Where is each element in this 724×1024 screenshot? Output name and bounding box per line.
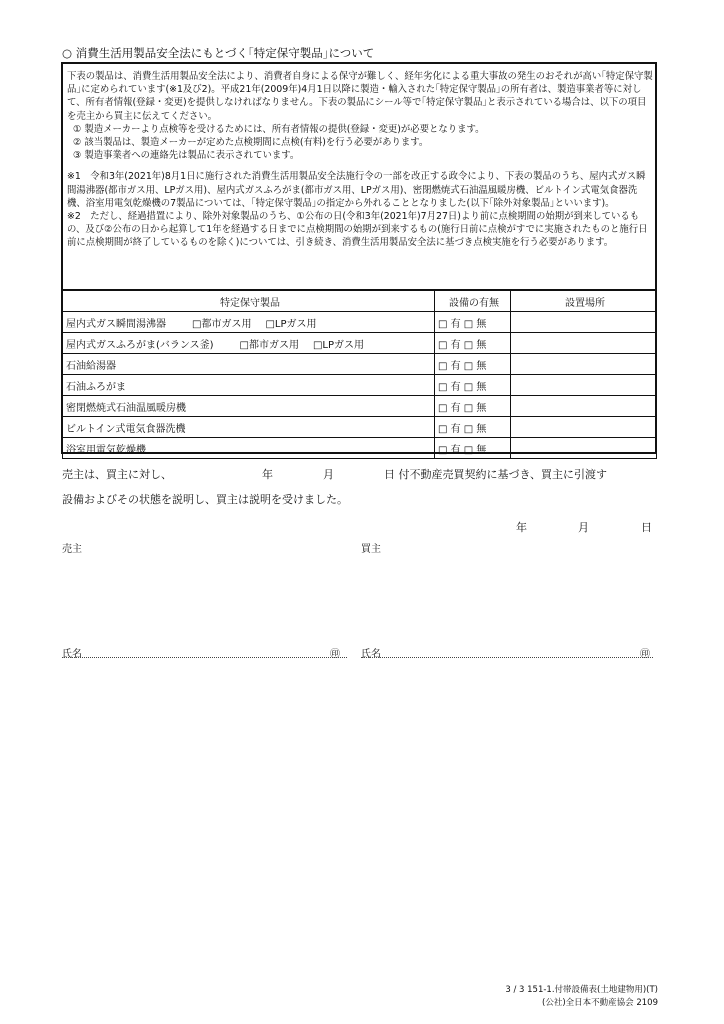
gas-lp-checkbox[interactable]: □LPガス用 (312, 339, 365, 351)
product-name: 屋内式ガス瞬間湯沸器 (66, 318, 166, 330)
existence-checkbox[interactable]: □ 有 □ 無 (435, 438, 511, 459)
intro-paragraph: 下表の製品は、消費生活用製品安全法により、消費者自身による保守が難しく、経年劣化による重大事故の発生のおそれが高い｢特定保守製品｣に定められています(※1及び2)。平成21年(2009年)4月1日以降に製造・輸入された｢特定保守製品｣の所有者は、製造事業者等に対して、所有者情報(登録・変更)を提供しなければなりません。下表の製品にシール等で｢特定保守製品｣と表示されている場合は、以下の項目を売主から買主に伝えてください。 (67, 71, 653, 122)
existence-checkbox[interactable]: □ 有 □ 無 (435, 312, 511, 333)
buyer-label: 買主 (361, 544, 381, 555)
sign-date-month: 月 (578, 521, 589, 534)
statement-year: 年 (262, 468, 273, 481)
buyer-name-label: 氏名 (361, 649, 381, 660)
location-cell[interactable] (511, 354, 657, 375)
existence-checkbox[interactable]: □ 有 □ 無 (435, 354, 511, 375)
location-cell[interactable] (511, 438, 657, 459)
table-row (63, 417, 657, 438)
seller-label: 売主 (62, 544, 82, 555)
note-1: ※1 令和3年(2021年)8月1日に施行された消費生活用製品安全法施行令の一部を改正する政令により、下表の製品のうち、屋内式ガス瞬間湯沸器(都市ガス用、LPガス用)、屋内式ガスふろがま(都市ガス用、LPガス用)、密閉燃焼式石油温風暖房機、ビルトイン式電気食器洗機、浴室用電気乾燥機の7製品については、｢特定保守製品｣の指定から外れることとなりました(以下｢除外対象製品｣といいます)。 (67, 171, 646, 209)
product-name: 密閉燃焼式石油温風暖房機 (63, 396, 435, 417)
product-name: 浴室用電気乾燥機 (63, 438, 435, 459)
table-row (63, 375, 657, 396)
section-title: ○ 消費生活用製品安全法にもとづく｢特定保守製品｣について (62, 46, 375, 60)
seller-seal: ㊞ (330, 649, 340, 660)
table-row (63, 312, 657, 333)
note-2: ※2 ただし、経過措置により、除外対象製品のうち、①公布の日(令和3年(2021年)7月27日)より前に点検期間の始期が到来しているもの、及び②公布の日から起算して1年を経過する日までに点検期間の始期が到来するもの(施行日前に点検がすでに実施されたものと施行日前に点検期間が終了しているものを除く)については、引き続き、消費生活用製品安全法に基づき点検実施を行う必要があります。 (67, 211, 648, 249)
product-name: 屋内式ガスふろがま(バランス釜) (66, 339, 214, 351)
seller-signature-line[interactable] (62, 657, 347, 658)
gas-lp-checkbox[interactable]: □LPガス用 (265, 318, 317, 330)
intro-item-3: ③ 製造事業者への連絡先は製品に表示されています。 (73, 150, 300, 162)
product-name: 石油給湯器 (63, 354, 435, 375)
buyer-seal: ㊞ (640, 649, 650, 660)
gas-city-checkbox[interactable]: □都市ガス用 (192, 318, 252, 330)
location-cell[interactable] (511, 396, 657, 417)
statement-day: 日 (384, 468, 395, 481)
intro-text (67, 70, 653, 250)
intro-item-2: ② 該当製品は、製造メーカーが定めた点検期間に点検(有料)を行う必要があります。 (73, 137, 429, 149)
sign-date-day: 日 (641, 521, 652, 534)
product-table (62, 289, 657, 459)
footer-publisher: (公社)全日本不動産協会 2109 (542, 998, 658, 1008)
existence-checkbox[interactable]: □ 有 □ 無 (435, 396, 511, 417)
existence-checkbox[interactable]: □ 有 □ 無 (435, 417, 511, 438)
header-location: 設置場所 (511, 290, 657, 312)
table-row (63, 396, 657, 417)
header-existence: 設備の有無 (435, 290, 511, 312)
notice-box (61, 62, 657, 454)
location-cell[interactable] (511, 333, 657, 354)
existence-checkbox[interactable]: □ 有 □ 無 (435, 375, 511, 396)
statement-line-1 (62, 466, 607, 482)
table-row (63, 333, 657, 354)
statement-prefix: 売主は、買主に対し、 (62, 468, 172, 481)
intro-item-1: ① 製造メーカーより点検等を受けるためには、所有者情報の提供(登録・変更)が必要となります。 (73, 123, 485, 135)
footer-page-info: 3 / 3 151-1.付帯設備表(土地建物用)(T) (505, 985, 658, 995)
product-name: ビルトイン式電気食器洗機 (63, 417, 435, 438)
statement-line-2: 設備およびその状態を説明し、買主は説明を受けました。 (62, 493, 348, 506)
existence-checkbox[interactable]: □ 有 □ 無 (435, 333, 511, 354)
gas-city-checkbox[interactable]: □都市ガス用 (239, 339, 299, 351)
product-name: 石油ふろがま (63, 375, 435, 396)
buyer-signature-line[interactable] (361, 657, 653, 658)
statement-suffix: 付不動産売買契約に基づき、買主に引渡す (398, 468, 608, 481)
location-cell[interactable] (511, 375, 657, 396)
location-cell[interactable] (511, 312, 657, 333)
seller-name-label: 氏名 (62, 649, 82, 660)
table-header-row (63, 290, 657, 312)
location-cell[interactable] (511, 417, 657, 438)
table-row (63, 438, 657, 459)
header-product: 特定保守製品 (63, 290, 435, 312)
sign-date-year: 年 (516, 521, 527, 534)
table-row (63, 354, 657, 375)
statement-month: 月 (323, 468, 334, 481)
